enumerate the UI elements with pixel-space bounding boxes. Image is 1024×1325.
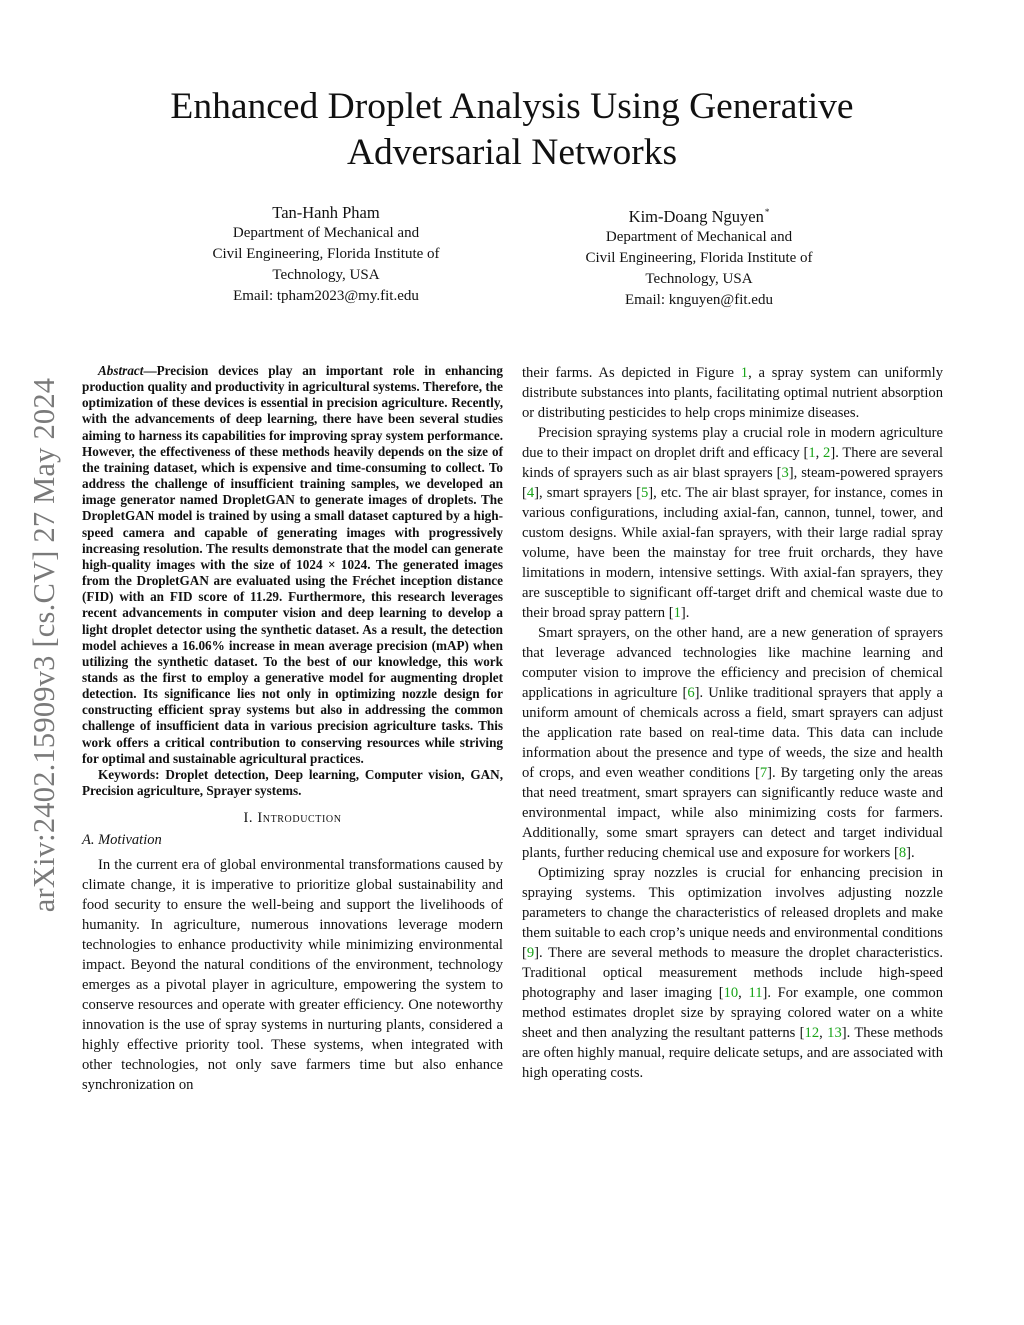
citation-link[interactable]: 5 <box>640 485 649 501</box>
abstract-text: Precision devices play an important role in enhancing production quality and productivity in agricultural systems. Therefore, the optimization of these devices is essential in precision agriculture. Recently, with the advancements of deep learning, there have been several studies aiming to harness its capabilities for improving spray system performance. However, the effectiveness of these methods heavily depends on the size of the training dataset, which is expensive and time-consuming to collect. To address the challenge of insufficient training samples, we developed an image generator named DropletGAN to generate images of droplets. The DropletGAN model is trained by using a small dataset captured by a high-speed camera and capable of generating images with progressively increasing resolution. The results demonstrate that the model can generate high-quality images with the size of 1024 × 1024. The generated images from the DropletGAN are evaluated using the Fréchet inception distance (FID) with an FID score of 11.29. Furthermore, this research leverages recent advancements in computer vision and deep learning to develop a light droplet detector using the synthetic dataset. As a result, the detection model achieves a 16.06% increase in mean average precision (mAP) when utilizing the synthetic dataset. To the best of our knowledge, this work stands as the first to employ a generative model for augmenting droplet detection. Its significance lies not only in optimizing nozzle design for constructing efficient spray systems but also in addressing the common challenge of insufficient data in various precision agriculture tasks. This work offers a critical contribution to conserving resources while striving for optimal and sustainable agricultural practices. <box>82 363 503 766</box>
text-run: ]. These methods are often highly manual, require delicate setups, and are associated with high operating costs. <box>522 1025 944 1081</box>
citation-link[interactable]: 2 <box>823 445 831 461</box>
text-run: ], etc. The air blast sprayer, for instance, comes in various configurations, including axial-fan, cannon, tunnel, tower, and custom designs. While axial-fan sprayers, with their large radial spray volume, have been the mainstay for tree fruit orchards, they have limitations in modern, intensive settings. With axial-fan sprayers, they are susceptible to significant off-target drift and chemical waste due to their broad spray pattern [ <box>522 485 943 621</box>
subsection-heading-motivation: A. Motivation <box>82 832 162 849</box>
text-run: ]. <box>680 605 690 621</box>
right-column <box>522 363 943 1083</box>
section-heading-introduction: I. Introduction <box>243 810 342 827</box>
author-name: Tan-Hanh Pham <box>272 203 380 222</box>
author-block-1 <box>176 202 476 307</box>
author-name: Kim-Doang Nguyen <box>628 207 764 226</box>
text-run: ]. There are several kinds of sprayers such as air blast sprayers [ <box>522 445 944 481</box>
text-run: , a spray system can uniformly distribute substances into plants, facilitating optimal nutrient absorption or distributing pesticides to help crops minimize diseases. <box>522 365 943 421</box>
citation-link[interactable]: 3 <box>781 465 789 481</box>
text-run: Smart sprayers, on the other hand, are a new generation of sprayers that leverage advanced technologies like machine learning and computer vision to improve the efficiency and precision of chemical applications in agriculture [ <box>522 625 943 701</box>
body-paragraph <box>522 623 943 863</box>
abstract <box>82 363 503 767</box>
text-run: , <box>819 1025 828 1041</box>
left-column <box>82 363 503 1095</box>
text-run: , <box>738 985 749 1001</box>
author-affiliation-line: Technology, USA <box>272 267 380 283</box>
author-block-2 <box>549 202 849 311</box>
text-run: ]. Unlike traditional sprayers that apply a uniform amount of chemicals across a field, smart sprayers can adjust the application rate based on real-time data. This data can include information about the presence and type of weeds, the size and health of crops, and even weather conditions [ <box>522 685 943 781</box>
citation-link[interactable]: 7 <box>759 765 768 781</box>
arxiv-identifier: arXiv:2402.15909v3 [cs.CV] 27 May 2024 <box>27 377 61 913</box>
citation-link[interactable]: 4 <box>526 485 535 501</box>
author-email: Email: knguyen@fit.edu <box>625 292 773 308</box>
author-affiliation-line: Technology, USA <box>645 271 753 287</box>
abstract-dash: — <box>143 363 157 378</box>
text-run: ], steam-powered sprayers [ <box>522 465 943 501</box>
text-run: , <box>815 445 824 461</box>
citation-link[interactable]: 11 <box>748 985 763 1001</box>
text-run: ]. There are several methods to measure the droplet characteristics. Traditional optical measurement methods include high-speed photography and laser imaging [ <box>522 945 943 1001</box>
author-affiliation-line: Department of Mechanical and <box>605 229 793 245</box>
body-paragraph <box>522 423 943 623</box>
citation-link[interactable]: 12 <box>804 1025 820 1041</box>
text-run: Precision spraying systems play a crucial role in modern agriculture due to their impact on droplet drift and efficacy [ <box>522 425 943 461</box>
citation-link[interactable]: 13 <box>827 1025 842 1041</box>
corresponding-author-mark: * <box>764 207 770 217</box>
keywords: Keywords: Droplet detection, Deep learning, Computer vision, GAN, Precision agriculture, Sprayer systems. <box>82 766 503 799</box>
citation-link[interactable]: 10 <box>723 985 739 1001</box>
body-paragraph <box>522 363 943 423</box>
author-affiliation-line: Civil Engineering, Florida Institute of <box>585 250 813 266</box>
text-run: their farms. As depicted in Figure <box>522 365 741 381</box>
figure-reference-link[interactable]: 1 <box>740 365 749 381</box>
text-run: ]. By targeting only the areas that need treatment, smart sprayers can significantly reduce waste and environmental impact, while also minimizing costs for farmers. Additionally, some smart sprayers can detect and target individual plants, further reducing chemical use and exposure for workers [ <box>522 765 943 861</box>
author-affiliation-line: Department of Mechanical and <box>232 225 420 241</box>
author-email: Email: tpham2023@my.fit.edu <box>233 288 419 304</box>
body-paragraph: In the current era of global environmental transformations caused by climate change, it is imperative to prioritize global sustainability and food security to ensure the well-being and support the livelihoods of humanity. In agriculture, numerous innovations leverage modern technologies to enhance productivity while minimizing environmental impact. Beyond the natural conditions of the environment, technology emerges as a pivotal player in agriculture, empowering the system to conserve resources and operate with greater efficiency. One noteworthy innovation is the use of spray systems in nurturing plants, considered a highly effective priority tool. These systems, when integrated with other technologies, not only save farmers time but also enhance synchronization on <box>82 857 503 1094</box>
citation-link[interactable]: 1 <box>673 605 681 621</box>
text-run: ]. <box>906 845 915 861</box>
citation-link[interactable]: 1 <box>808 445 816 461</box>
author-name-line <box>549 202 849 227</box>
text-run: Optimizing spray nozzles is crucial for enhancing precision in spraying systems. This optimization involves adjusting nozzle parameters to change the characteristics of released droplets and make them suitable to each crop’s unique needs and environmental conditions [ <box>522 865 943 961</box>
citation-link[interactable]: 8 <box>898 845 907 861</box>
citation-link[interactable]: 9 <box>526 945 535 961</box>
author-affiliation-line: Civil Engineering, Florida Institute of <box>212 246 440 262</box>
abstract-label: Abstract <box>98 363 144 378</box>
text-run: ], smart sprayers [ <box>534 485 641 501</box>
citation-link[interactable]: 6 <box>687 685 695 701</box>
text-run: ]. For example, one common method estimates droplet size by spraying colored water on a white sheet and then analyzing the resultant patterns [ <box>522 985 944 1041</box>
paper-title: Enhanced Droplet Analysis Using Generative Adversarial Networks <box>170 86 854 173</box>
body-paragraph <box>522 863 943 1083</box>
